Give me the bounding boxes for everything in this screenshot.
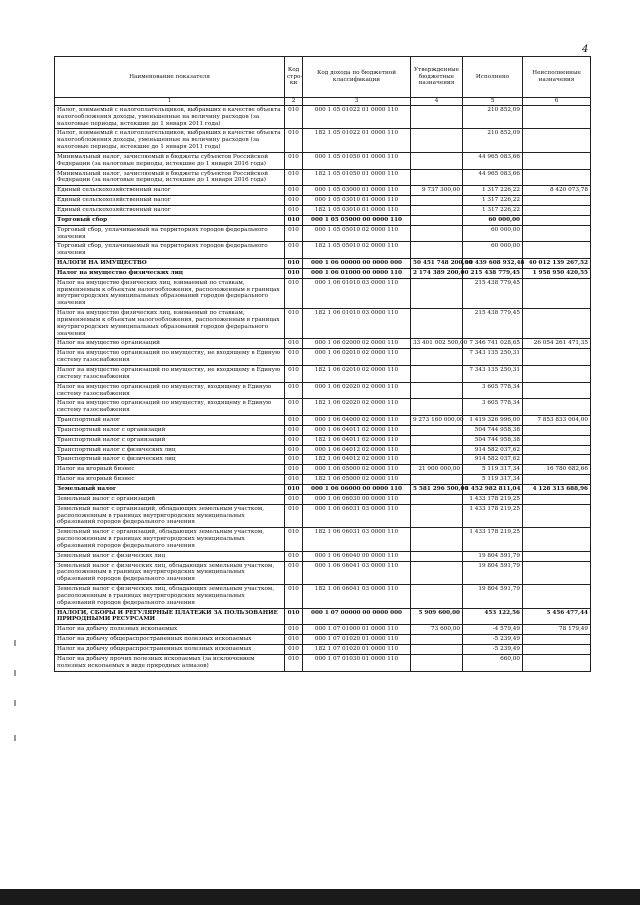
table-row	[55, 382, 591, 399]
row-executed: 60 000,00	[463, 215, 523, 225]
row-unexecuted: 40 012 139 267,52	[523, 259, 591, 269]
row-executed: 504 744 958,38	[463, 435, 523, 445]
row-approved	[411, 399, 463, 416]
row-income-code: 000 1 06 00000 00 0000 000	[303, 259, 411, 269]
row-unexecuted	[523, 349, 591, 366]
row-unexecuted	[523, 366, 591, 383]
row-line-code: 010	[285, 399, 303, 416]
row-line-code: 010	[285, 504, 303, 528]
column-number: 2	[285, 98, 303, 106]
row-approved	[411, 129, 463, 153]
row-line-code: 010	[285, 475, 303, 485]
row-line-code: 010	[285, 186, 303, 196]
row-income-code: 182 1 06 04012 02 0000 110	[303, 455, 411, 465]
row-unexecuted	[523, 561, 591, 585]
row-unexecuted	[523, 504, 591, 528]
row-name: Минимальный налог, зачисляемый в бюджеты субъектов Российской Федерации (за налоговые периоды, истекшие до 1 января 2016 года)	[55, 169, 285, 186]
row-unexecuted	[523, 425, 591, 435]
row-executed: 1 317 226,22	[463, 205, 523, 215]
table-row	[55, 186, 591, 196]
row-name: Земельный налог с физических лиц, обладающих земельным участком, расположенным в границах внутригородских муниципальных образований городов федерального значения	[55, 561, 285, 585]
row-executed: -4 579,49	[463, 625, 523, 635]
row-name: Транспортный налог с организаций	[55, 425, 285, 435]
row-approved	[411, 585, 463, 609]
row-line-code: 010	[285, 196, 303, 206]
row-income-code: 182 1 06 02020 02 0000 110	[303, 399, 411, 416]
header-line-code: Код стро-ки	[285, 57, 303, 98]
row-line-code: 010	[285, 484, 303, 494]
table-row	[55, 645, 591, 655]
row-line-code: 010	[285, 445, 303, 455]
row-income-code: 000 1 06 01000 00 0000 110	[303, 268, 411, 278]
row-name: Транспортный налог	[55, 416, 285, 426]
scan-margin-marks	[14, 640, 16, 760]
row-line-code: 010	[285, 465, 303, 475]
row-executed: 1 317 226,22	[463, 196, 523, 206]
row-line-code: 010	[285, 435, 303, 445]
row-unexecuted	[523, 278, 591, 308]
table-row	[55, 494, 591, 504]
column-number-row	[55, 98, 591, 106]
row-name: Минимальный налог, зачисляемый в бюджеты субъектов Российской Федерации (за налоговые периоды, истекшие до 1 января 2016 года)	[55, 152, 285, 169]
row-approved: 33 401 002 500,00	[411, 339, 463, 349]
row-approved	[411, 152, 463, 169]
row-unexecuted	[523, 455, 591, 465]
row-approved	[411, 455, 463, 465]
row-name: Налог на имущество организаций	[55, 339, 285, 349]
table-row	[55, 504, 591, 528]
row-approved	[411, 349, 463, 366]
row-unexecuted	[523, 169, 591, 186]
row-name: Налог на игорный бизнес	[55, 465, 285, 475]
table-row	[55, 435, 591, 445]
table-row	[55, 309, 591, 339]
table-row	[55, 484, 591, 494]
row-executed: 1 317 226,22	[463, 186, 523, 196]
row-income-code: 000 1 06 01010 03 0000 110	[303, 278, 411, 308]
row-line-code: 010	[285, 205, 303, 215]
header-unexecuted: Неисполненные назначения	[523, 57, 591, 98]
row-income-code: 000 1 05 01022 01 0000 110	[303, 105, 411, 129]
row-unexecuted	[523, 242, 591, 259]
row-line-code: 010	[285, 278, 303, 308]
table-row	[55, 465, 591, 475]
row-unexecuted: 16 780 682,66	[523, 465, 591, 475]
row-executed: -5 239,49	[463, 635, 523, 645]
row-executed: 1 433 178 219,25	[463, 494, 523, 504]
row-name: Торговый сбор	[55, 215, 285, 225]
row-income-code: 000 1 05 03010 01 0000 110	[303, 196, 411, 206]
row-line-code: 010	[285, 339, 303, 349]
row-approved	[411, 225, 463, 242]
row-income-code: 182 1 06 01010 03 0000 110	[303, 309, 411, 339]
row-name: Налог на добычу прочих полезных ископаемых (за исключением полезных ископаемых в виде природных алмазов)	[55, 654, 285, 671]
row-income-code: 000 1 06 02010 02 0000 110	[303, 349, 411, 366]
row-income-code: 000 1 07 01030 01 0000 110	[303, 654, 411, 671]
row-executed: 7 346 741 028,65	[463, 339, 523, 349]
row-unexecuted	[523, 635, 591, 645]
row-executed: 10 439 608 932,48	[463, 259, 523, 269]
row-approved	[411, 528, 463, 552]
row-approved	[411, 215, 463, 225]
row-unexecuted	[523, 152, 591, 169]
table-row	[55, 608, 591, 625]
row-line-code: 010	[285, 608, 303, 625]
row-unexecuted: 1 958 950 420,55	[523, 268, 591, 278]
table-row	[55, 416, 591, 426]
column-number: 4	[411, 98, 463, 106]
row-unexecuted	[523, 105, 591, 129]
table-row	[55, 349, 591, 366]
row-income-code: 182 1 06 04011 02 0000 110	[303, 435, 411, 445]
row-income-code: 000 1 05 03000 01 0000 110	[303, 186, 411, 196]
row-executed: 1 433 178 219,25	[463, 504, 523, 528]
row-income-code: 182 1 06 02010 02 0000 110	[303, 366, 411, 383]
row-income-code: 000 1 06 05000 02 0000 110	[303, 465, 411, 475]
table-row	[55, 455, 591, 465]
row-income-code: 000 1 06 04012 02 0000 110	[303, 445, 411, 455]
row-income-code: 000 1 06 02020 02 0000 110	[303, 382, 411, 399]
row-name: Транспортный налог с физических лиц	[55, 455, 285, 465]
row-unexecuted	[523, 551, 591, 561]
row-executed: 60 000,00	[463, 225, 523, 242]
row-unexecuted	[523, 585, 591, 609]
row-line-code: 010	[285, 242, 303, 259]
row-line-code: 010	[285, 551, 303, 561]
table-row	[55, 561, 591, 585]
row-unexecuted: 8 420 073,78	[523, 186, 591, 196]
row-income-code: 000 1 07 01000 01 0000 110	[303, 625, 411, 635]
row-executed: 19 804 591,79	[463, 561, 523, 585]
row-approved	[411, 504, 463, 528]
row-line-code: 010	[285, 654, 303, 671]
row-executed: 215 438 779,45	[463, 268, 523, 278]
row-name: Земельный налог с организаций	[55, 494, 285, 504]
row-income-code: 182 1 05 03010 01 0000 110	[303, 205, 411, 215]
row-income-code: 000 1 05 01050 01 0000 110	[303, 152, 411, 169]
table-row	[55, 585, 591, 609]
row-executed: 210 852,09	[463, 105, 523, 129]
table-row	[55, 268, 591, 278]
table-row	[55, 654, 591, 671]
row-name: Налог, взимаемый с налогоплательщиков, выбравших в качестве объекта налогообложения доходы, уменьшенные на величину расходов (за налоговые периоды, истекшие до 1 января 2011 года)	[55, 129, 285, 153]
table-row	[55, 196, 591, 206]
row-line-code: 010	[285, 349, 303, 366]
row-income-code: 182 1 07 01020 01 0000 110	[303, 645, 411, 655]
row-line-code: 010	[285, 425, 303, 435]
table-row	[55, 259, 591, 269]
table-row	[55, 278, 591, 308]
row-unexecuted: 4 128 313 688,96	[523, 484, 591, 494]
row-income-code: 000 1 06 02000 02 0000 110	[303, 339, 411, 349]
row-income-code: 000 1 05 05010 02 0000 110	[303, 225, 411, 242]
row-approved: 9 273 160 000,00	[411, 416, 463, 426]
column-number: 6	[523, 98, 591, 106]
header-income-code: Код дохода по бюджетной классификации	[303, 57, 411, 98]
row-income-code: 000 1 07 01020 01 0000 110	[303, 635, 411, 645]
row-income-code: 182 1 06 06041 03 0000 110	[303, 585, 411, 609]
row-name: Налог на имущество физических лиц, взимаемый по ставкам, применяемым к объектам налогообложения, расположенным в границах внутригородских муниципальных образований городов федерального значения	[55, 278, 285, 308]
table-row	[55, 399, 591, 416]
row-name: Единый сельскохозяйственный налог	[55, 186, 285, 196]
row-approved: 2 174 389 200,00	[411, 268, 463, 278]
row-income-code: 000 1 06 06000 00 0000 110	[303, 484, 411, 494]
row-name: Налог на добычу общераспространенных полезных ископаемых	[55, 645, 285, 655]
row-executed: 7 343 135 250,31	[463, 349, 523, 366]
row-name: Транспортный налог с физических лиц	[55, 445, 285, 455]
row-executed: 210 852,09	[463, 129, 523, 153]
row-line-code: 010	[285, 169, 303, 186]
row-unexecuted	[523, 225, 591, 242]
row-line-code: 010	[285, 152, 303, 169]
row-executed: 60 000,00	[463, 242, 523, 259]
row-unexecuted	[523, 528, 591, 552]
header-approved: Утвержденные бюджетные назначения	[411, 57, 463, 98]
row-approved	[411, 425, 463, 435]
row-name: Торговый сбор, уплачиваемый на территориях городов федерального значения	[55, 242, 285, 259]
row-executed: 3 605 778,34	[463, 399, 523, 416]
row-income-code: 000 1 05 05000 00 0000 110	[303, 215, 411, 225]
row-line-code: 010	[285, 645, 303, 655]
row-approved	[411, 278, 463, 308]
row-name: Единый сельскохозяйственный налог	[55, 196, 285, 206]
row-income-code: 182 1 06 05000 02 0000 110	[303, 475, 411, 485]
row-income-code: 000 1 06 06041 03 0000 110	[303, 561, 411, 585]
row-unexecuted: 78 179,49	[523, 625, 591, 635]
table-row	[55, 551, 591, 561]
row-approved: 9 737 300,00	[411, 186, 463, 196]
table-row	[55, 625, 591, 635]
row-line-code: 010	[285, 494, 303, 504]
row-name: Налог на имущество физических лиц	[55, 268, 285, 278]
row-line-code: 010	[285, 585, 303, 609]
header-name: Наименование показателя	[55, 57, 285, 98]
row-line-code: 010	[285, 455, 303, 465]
table-row	[55, 445, 591, 455]
scan-bottom-edge	[0, 889, 640, 905]
row-unexecuted	[523, 196, 591, 206]
row-name: Транспортный налог с организаций	[55, 435, 285, 445]
row-executed: 660,00	[463, 654, 523, 671]
row-line-code: 010	[285, 635, 303, 645]
row-approved: 73 600,00	[411, 625, 463, 635]
row-line-code: 010	[285, 259, 303, 269]
row-approved	[411, 561, 463, 585]
row-executed: 7 343 135 250,31	[463, 366, 523, 383]
row-executed: 914 582 037,62	[463, 445, 523, 455]
row-unexecuted	[523, 645, 591, 655]
row-name: Единый сельскохозяйственный налог	[55, 205, 285, 215]
row-unexecuted	[523, 309, 591, 339]
table-row	[55, 205, 591, 215]
table-row	[55, 225, 591, 242]
row-executed: 215 438 779,45	[463, 309, 523, 339]
row-name: Земельный налог с физических лиц	[55, 551, 285, 561]
column-number: 1	[55, 98, 285, 106]
row-executed: 453 122,56	[463, 608, 523, 625]
row-income-code: 182 1 06 06031 03 0000 110	[303, 528, 411, 552]
row-name: Налог, взимаемый с налогоплательщиков, выбравших в качестве объекта налогообложения доходы, уменьшенные на величину расходов (за налоговые периоды, истекшие до 1 января 2011 года)	[55, 105, 285, 129]
row-unexecuted	[523, 475, 591, 485]
budget-execution-table	[54, 56, 591, 672]
row-executed: 5 119 317,34	[463, 465, 523, 475]
page-number: 4	[582, 44, 589, 55]
row-line-code: 010	[285, 309, 303, 339]
row-approved: 5 909 600,00	[411, 608, 463, 625]
table-row	[55, 105, 591, 129]
row-line-code: 010	[285, 225, 303, 242]
row-name: Земельный налог с организаций, обладающих земельным участком, расположенным в границах внутригородских муниципальных образований городов федерального значения	[55, 528, 285, 552]
table-row	[55, 242, 591, 259]
table-row	[55, 528, 591, 552]
row-unexecuted	[523, 205, 591, 215]
row-name: Налог на имущество организаций по имуществу, входящему в Единую систему газоснабжения	[55, 399, 285, 416]
header-row	[55, 57, 591, 98]
row-unexecuted	[523, 399, 591, 416]
row-income-code: 000 1 06 06031 03 0000 110	[303, 504, 411, 528]
row-executed: 44 965 083,66	[463, 152, 523, 169]
row-name: Налог на добычу полезных ископаемых	[55, 625, 285, 635]
row-income-code: 000 1 06 06030 00 0000 110	[303, 494, 411, 504]
row-approved	[411, 309, 463, 339]
row-unexecuted	[523, 215, 591, 225]
row-name: Налог на игорный бизнес	[55, 475, 285, 485]
row-name: Налог на имущество организаций по имуществу, не входящему в Единую систему газоснабжения	[55, 349, 285, 366]
row-name: Земельный налог с организаций, обладающих земельным участком, расположенным в границах внутригородских муниципальных образований городов федерального значения	[55, 504, 285, 528]
row-income-code: 182 1 05 05010 02 0000 110	[303, 242, 411, 259]
row-executed: 504 744 958,38	[463, 425, 523, 435]
row-unexecuted	[523, 129, 591, 153]
column-number: 5	[463, 98, 523, 106]
row-executed: 19 804 591,79	[463, 551, 523, 561]
row-line-code: 010	[285, 416, 303, 426]
row-income-code: 000 1 07 00000 00 0000 000	[303, 608, 411, 625]
row-line-code: 010	[285, 528, 303, 552]
row-unexecuted	[523, 445, 591, 455]
row-approved	[411, 382, 463, 399]
row-unexecuted: 26 054 261 471,35	[523, 339, 591, 349]
row-approved: 21 900 000,00	[411, 465, 463, 475]
header-executed: Исполнено	[463, 57, 523, 98]
row-income-code: 000 1 06 06040 00 0000 110	[303, 551, 411, 561]
row-name: НАЛОГИ НА ИМУЩЕСТВО	[55, 259, 285, 269]
row-line-code: 010	[285, 268, 303, 278]
row-unexecuted	[523, 494, 591, 504]
row-approved	[411, 445, 463, 455]
row-name: Налог на имущество организаций по имуществу, не входящему в Единую систему газоснабжения	[55, 366, 285, 383]
row-executed: 1 419 326 996,00	[463, 416, 523, 426]
row-executed: -5 239,49	[463, 645, 523, 655]
row-income-code: 182 1 05 01050 01 0000 110	[303, 169, 411, 186]
row-executed: 5 119 317,34	[463, 475, 523, 485]
row-name: Налог на добычу общераспространенных полезных ископаемых	[55, 635, 285, 645]
row-line-code: 010	[285, 366, 303, 383]
table-row	[55, 129, 591, 153]
row-line-code: 010	[285, 625, 303, 635]
row-name: Налог на имущество физических лиц, взимаемый по ставкам, применяемым к объектам налогообложения, расположенным в границах внутригородских муниципальных образований городов федерального значения	[55, 309, 285, 339]
row-approved: 50 451 748 200,00	[411, 259, 463, 269]
row-approved	[411, 635, 463, 645]
table-row	[55, 169, 591, 186]
row-income-code: 000 1 06 04011 02 0000 110	[303, 425, 411, 435]
table-row	[55, 366, 591, 383]
row-unexecuted	[523, 435, 591, 445]
table-row	[55, 425, 591, 435]
table-row	[55, 635, 591, 645]
table-row	[55, 475, 591, 485]
row-executed: 1 452 982 811,04	[463, 484, 523, 494]
row-approved	[411, 645, 463, 655]
row-name: НАЛОГИ, СБОРЫ И РЕГУЛЯРНЫЕ ПЛАТЕЖИ ЗА ПОЛЬЗОВАНИЕ ПРИРОДНЫМИ РЕСУРСАМИ	[55, 608, 285, 625]
row-approved	[411, 242, 463, 259]
row-income-code: 182 1 05 01022 01 0000 110	[303, 129, 411, 153]
row-line-code: 010	[285, 105, 303, 129]
row-approved	[411, 654, 463, 671]
table-row	[55, 339, 591, 349]
row-executed: 44 965 083,66	[463, 169, 523, 186]
row-unexecuted	[523, 654, 591, 671]
row-approved	[411, 551, 463, 561]
row-approved	[411, 475, 463, 485]
row-approved	[411, 105, 463, 129]
table-row	[55, 152, 591, 169]
row-name: Торговый сбор, уплачиваемый на территориях городов федерального значения	[55, 225, 285, 242]
row-executed: 3 605 778,34	[463, 382, 523, 399]
row-approved	[411, 366, 463, 383]
row-name: Земельный налог	[55, 484, 285, 494]
row-income-code: 000 1 06 04000 02 0000 110	[303, 416, 411, 426]
row-unexecuted: 7 853 833 004,00	[523, 416, 591, 426]
row-executed: 914 582 037,62	[463, 455, 523, 465]
row-approved	[411, 205, 463, 215]
row-line-code: 010	[285, 129, 303, 153]
row-approved	[411, 435, 463, 445]
row-approved	[411, 196, 463, 206]
table-row	[55, 215, 591, 225]
row-executed: 1 433 178 219,25	[463, 528, 523, 552]
row-approved: 5 581 296 500,00	[411, 484, 463, 494]
row-line-code: 010	[285, 561, 303, 585]
row-unexecuted: 5 456 477,44	[523, 608, 591, 625]
row-approved	[411, 169, 463, 186]
row-executed: 215 438 779,45	[463, 278, 523, 308]
row-name: Налог на имущество организаций по имуществу, входящему в Единую систему газоснабжения	[55, 382, 285, 399]
row-unexecuted	[523, 382, 591, 399]
row-line-code: 010	[285, 215, 303, 225]
row-name: Земельный налог с физических лиц, обладающих земельным участком, расположенным в границах внутригородских муниципальных образований городов федерального значения	[55, 585, 285, 609]
row-approved	[411, 494, 463, 504]
row-executed: 19 804 591,79	[463, 585, 523, 609]
column-number: 3	[303, 98, 411, 106]
row-line-code: 010	[285, 382, 303, 399]
